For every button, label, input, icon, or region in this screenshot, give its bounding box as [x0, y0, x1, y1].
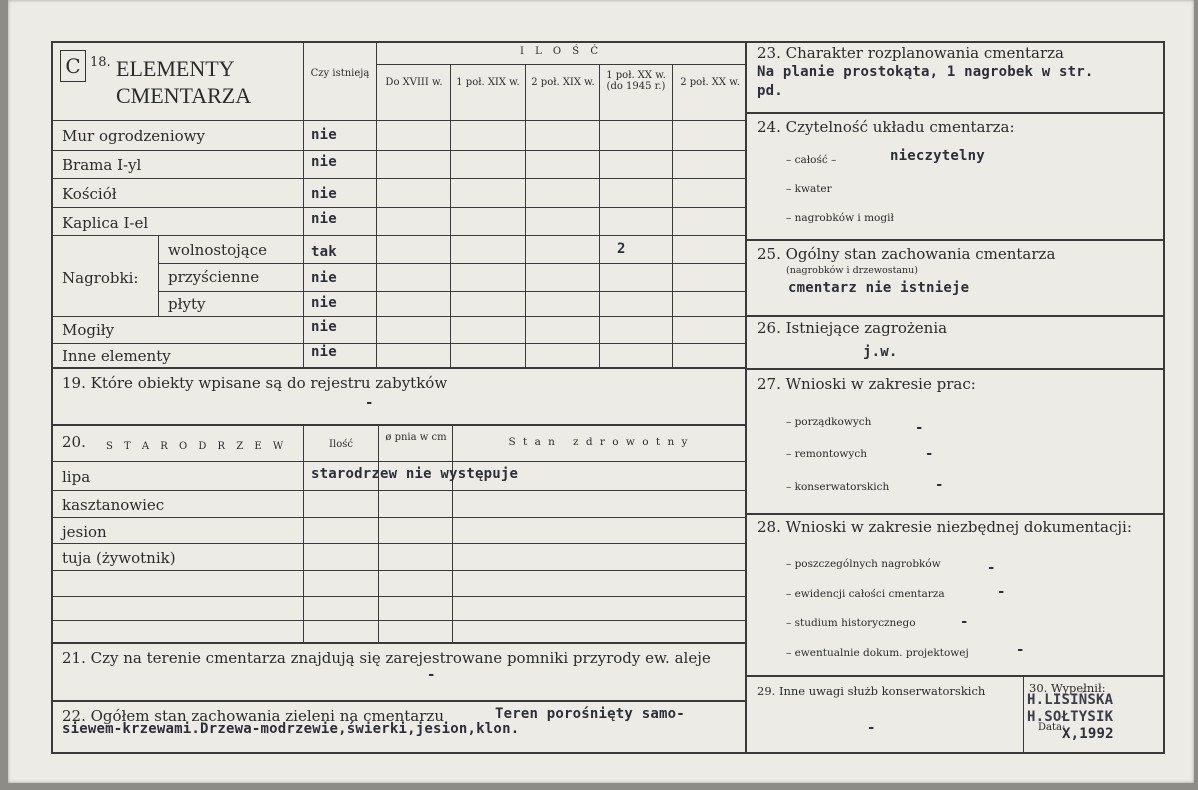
col-ilosc: I L O Ś Ć [519, 46, 602, 57]
section-26-label: 26. Istniejące zagrożenia [757, 319, 948, 337]
s24-kwater: – kwater [786, 183, 832, 195]
rule [52, 150, 746, 151]
col-1pol-xix: 1 poł. XIX w. [456, 77, 520, 88]
row-exists: nie [311, 344, 337, 360]
section-27-label: 27. Wnioski w zakresie prac: [757, 375, 976, 393]
rule [450, 64, 451, 368]
rule [52, 178, 746, 179]
rule [746, 675, 1164, 677]
rule [746, 315, 1164, 317]
filled-by-name-2: H.SOŁTYSIK [1027, 709, 1114, 725]
rule [376, 64, 746, 65]
rule [52, 490, 746, 491]
col-tree-ilosc: Ilość [329, 439, 353, 450]
section-23-value-2: pd. [757, 83, 783, 99]
col-2pol-xx: 2 poł. XX w. [680, 77, 740, 88]
section-20-title: S T A R O D R Z E W [106, 441, 288, 452]
s28-item: – ewentualnie dokum. projektowej [786, 647, 969, 659]
section-21-label: 21. Czy na terenie cmentarza znajdują się zarejestrowane pomniki przyrody ew. aleje [62, 649, 711, 667]
section-25-sub: (nagrobków i drzewostanu) [786, 265, 918, 276]
qty-1pol-xx: 2 [617, 241, 626, 257]
rule [746, 513, 1164, 515]
s24-calosc: – całość – [786, 154, 837, 166]
section-20-number: 20. [62, 433, 86, 451]
rule [672, 64, 673, 368]
section-22-label: 22. Ogółem stan zachowania zieleni na cmentarzu [62, 707, 444, 725]
rule [52, 620, 746, 621]
rule [599, 64, 600, 368]
section-28-label: 28. Wnioski w zakresie niezbędnej dokumentacji: [757, 518, 1132, 536]
s27-value: - [935, 477, 944, 493]
section-19-label: 19. Które obiekty wpisane są do rejestru zabytków [62, 374, 448, 392]
rule [52, 316, 746, 317]
rule [158, 291, 746, 292]
rule [452, 425, 453, 643]
rule [52, 461, 746, 462]
record-card [8, 0, 1194, 783]
date-label: Data: [1038, 722, 1066, 733]
row-exists: nie [311, 127, 337, 143]
rule [378, 425, 379, 643]
row-label: Brama I-yl [62, 156, 142, 174]
section-18-title-1: ELEMENTY [116, 56, 235, 81]
section-30-label: 30. Wypełnił: [1029, 681, 1106, 695]
filled-by-name-1: H.LISIŃSKA [1027, 692, 1114, 708]
s28-item: – studium historycznego [786, 617, 916, 629]
category-box: C [60, 50, 86, 82]
starodrzew-note: starodrzew nie występuje [311, 466, 519, 482]
rule [525, 64, 526, 368]
border-bottom [51, 752, 1165, 754]
section-25-label: 25. Ogólny stan zachowania cmentarza [757, 245, 1056, 263]
rule [746, 239, 1164, 241]
rule [746, 368, 1164, 370]
row-label: Kościół [62, 185, 117, 203]
rule [52, 543, 746, 544]
rule [52, 367, 746, 369]
section-23-label: 23. Charakter rozplanowania cmentarza [757, 44, 1064, 62]
section-22-value-1: Teren porośnięty samo- [495, 706, 685, 722]
tree-label: tuja (żywotnik) [62, 549, 176, 567]
col-pnia: ø pnia w cm [385, 432, 447, 443]
row-label: Inne elementy [62, 347, 171, 365]
row-exists: nie [311, 270, 337, 286]
rule [52, 207, 746, 208]
row-label: Mur ogrodzeniowy [62, 127, 205, 145]
s27-item: – konserwatorskich [786, 481, 890, 493]
column-divider [745, 41, 747, 754]
rule [52, 235, 746, 236]
row-exists: nie [311, 295, 337, 311]
nagrobki-type: wolnostojące [168, 241, 267, 259]
s28-value: - [960, 614, 969, 630]
section-19-value: - [365, 395, 374, 411]
row-exists: nie [311, 319, 337, 335]
col-xviii: Do XVIII w. [385, 77, 443, 88]
s24-nagrobkow: – nagrobków i mogił [786, 212, 894, 224]
section-23-value-1: Na planie prostokąta, 1 nagrobek w str. [757, 64, 1094, 80]
s28-item: – ewidencji całości cmentarza [786, 588, 945, 600]
s27-value: - [925, 446, 934, 462]
s27-item: – porządkowych [786, 416, 872, 428]
row-exists: tak [311, 244, 337, 260]
rule [158, 263, 746, 264]
rule [746, 112, 1164, 114]
section-29-label: 29. Inne uwagi służb konserwatorskich [757, 684, 986, 698]
row-exists: nie [311, 186, 337, 202]
rule [303, 42, 304, 368]
s28-item: – poszczególnych nagrobków [786, 558, 941, 570]
s28-value: - [987, 560, 996, 576]
s24-calosc-value: nieczytelny [890, 148, 985, 164]
col-stan: S t a n z d r o w o t n y [508, 436, 690, 448]
row-exists: nie [311, 154, 337, 170]
tree-label: jesion [62, 523, 107, 541]
section-24-label: 24. Czytelność układu cmentarza: [757, 118, 1015, 136]
section-18-number: 18. [90, 55, 111, 70]
rule [376, 42, 377, 368]
nagrobki-label: Nagrobki: [62, 269, 139, 287]
s27-item: – remontowych [786, 448, 867, 460]
s27-value: - [915, 420, 924, 436]
nagrobki-type: przyścienne [168, 268, 260, 286]
rule [52, 642, 746, 644]
s28-value: - [997, 584, 1006, 600]
section-21-value: - [427, 667, 436, 683]
row-label: Mogiły [62, 321, 115, 339]
rule [52, 570, 746, 571]
rule [303, 425, 304, 643]
section-25-value: cmentarz nie istnieje [788, 280, 970, 296]
border-left [51, 41, 53, 754]
rule [52, 517, 746, 518]
date-value: X,1992 [1062, 726, 1114, 742]
row-label: Kaplica I-el [62, 214, 149, 232]
section-29-value: - [867, 720, 876, 736]
rule [52, 596, 746, 597]
col-czy-istnieja: Czy istnieją [310, 68, 370, 79]
section-26-value: j.w. [863, 344, 898, 360]
rule [158, 235, 159, 316]
rule [1023, 676, 1024, 753]
section-22-value-2: siewem-krzewami.Drzewa-modrzewie,świerki,jesion,klon. [62, 721, 520, 737]
s28-value: - [1016, 642, 1025, 658]
section-18-title-2: CMENTARZA [116, 83, 252, 108]
tree-label: kasztanowiec [62, 496, 165, 514]
rule [52, 120, 746, 121]
rule [52, 343, 746, 344]
col-1pol-xx: 1 poł. XX w. (do 1945 r.) [606, 70, 666, 92]
tree-label: lipa [62, 468, 91, 486]
rule [52, 424, 746, 426]
border-right [1163, 41, 1165, 754]
rule [52, 700, 746, 702]
col-2pol-xix: 2 poł. XIX w. [531, 77, 595, 88]
row-exists: nie [311, 211, 337, 227]
nagrobki-type: płyty [168, 295, 206, 313]
border-top [51, 41, 1165, 43]
